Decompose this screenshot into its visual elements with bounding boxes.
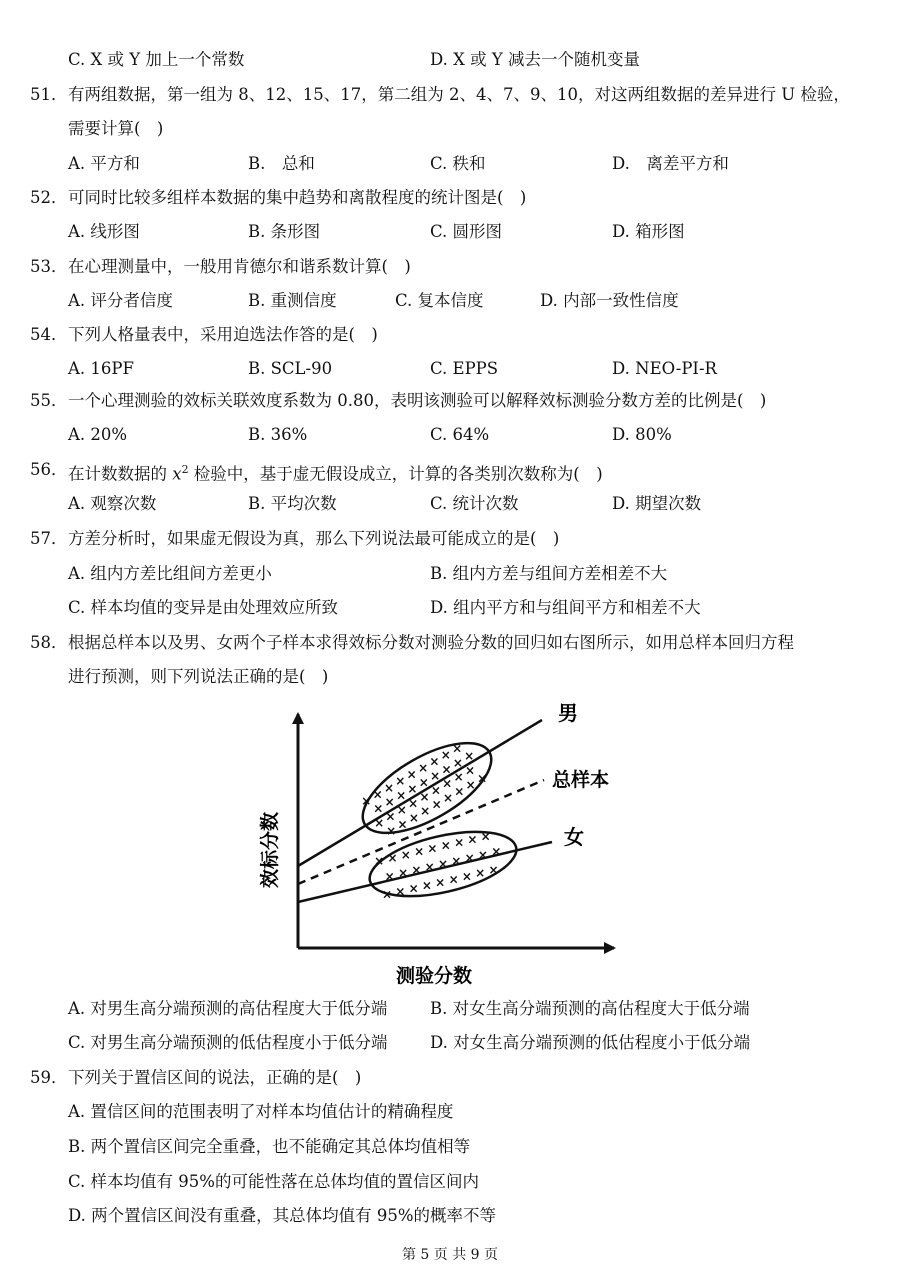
female-data-point: × (374, 853, 385, 868)
male-data-point: × (464, 749, 475, 764)
q56-option-d: D. 期望次数 (612, 494, 702, 513)
male-data-point: × (430, 768, 441, 783)
female-data-point: × (395, 884, 406, 899)
q51-option-c: C. 秩和 (430, 154, 486, 173)
q58-text-line2: 进行预测，则下列说法正确的是( ) (68, 667, 329, 686)
male-data-point: × (408, 796, 419, 811)
q55-option-d: D. 80% (612, 425, 672, 444)
q56-chi-exp: 2 (181, 463, 189, 476)
q57-option-d: D. 组内平方和与组间平方和相差不大 (430, 598, 701, 617)
q53-number: 53． (30, 257, 68, 276)
q54-option-b: B. SCL-90 (248, 359, 333, 378)
male-data-point: × (453, 770, 464, 785)
male-data-point: × (418, 775, 429, 790)
q56-text (68, 458, 603, 487)
q55-option-b: B. 36% (248, 425, 308, 444)
female-data-point: × (387, 850, 398, 865)
male-data-point: × (386, 823, 397, 838)
q59-option-c: C. 样本均值有 95%的可能性落在总体均值的置信区间内 (68, 1172, 479, 1191)
male-data-point: × (385, 809, 396, 824)
female-data-point: × (454, 835, 465, 850)
male-data-point: × (361, 793, 372, 808)
q58-option-c: C. 对男生高分端预测的低估程度小于低分端 (68, 1033, 388, 1052)
q58-number: 58． (30, 633, 68, 652)
q54-option-a: A. 16PF (68, 359, 134, 378)
male-data-point: × (440, 748, 451, 762)
q55-option-a: A. 20% (68, 425, 128, 444)
q59-option-b: B. 两个置信区间完全重叠，也不能确定其总体均值相等 (68, 1137, 471, 1156)
q52-text: 可同时比较多组样本数据的集中趋势和离散程度的统计图是( ) (68, 188, 527, 207)
male-data-point: × (430, 783, 441, 798)
female-data-point: × (475, 866, 486, 881)
male-data-point: × (429, 754, 440, 769)
y-axis-label: 效标分数 (259, 811, 281, 888)
q56-text-post: 检验中，基于虚无假设成立，计算的各类别次数称为( ) (188, 464, 603, 484)
q59-option-a: A. 置信区间的范围表明了对样本均值估计的精确程度 (68, 1102, 454, 1121)
q50-option-d: D. X 或 Y 减去一个随机变量 (430, 50, 641, 69)
male-data-point: × (477, 771, 488, 786)
female-data-point: × (440, 838, 451, 853)
q54-option-c: C. EPPS (430, 359, 499, 378)
q59-text: 下列关于置信区间的说法，正确的是( ) (68, 1068, 362, 1087)
male-data-point: × (441, 762, 452, 777)
q51-option-a: A. 平方和 (68, 154, 140, 173)
male-data-point: × (396, 802, 407, 817)
male-data-point: × (419, 789, 430, 804)
male-data-point: × (397, 817, 408, 832)
q53-option-d: D. 内部一致性信度 (540, 291, 679, 310)
male-data-point: × (452, 755, 463, 770)
q51-number: 51． (30, 85, 68, 104)
male-data-point: × (454, 784, 465, 799)
q52-option-a: A. 线形图 (68, 222, 140, 241)
q55-number: 55． (30, 391, 68, 410)
male-data-point: × (383, 780, 395, 795)
male-data-point: × (464, 763, 476, 778)
q53-option-c: C. 复本信度 (395, 291, 484, 310)
male-data-point: × (406, 767, 417, 782)
q54-number: 54． (30, 325, 68, 344)
q57-number: 57． (30, 529, 68, 548)
male-data-point: × (452, 741, 463, 756)
q56-option-a: A. 观察次数 (68, 494, 157, 513)
q54-text: 下列人格量表中，采用迫选法作答的是( ) (68, 325, 378, 344)
q59-number: 59． (30, 1068, 68, 1087)
female-data-point: × (477, 847, 488, 862)
q53-text: 在心理测量中，一般用肯德尔和谐系数计算( ) (68, 257, 411, 276)
q51-option-b: B. 总和 (248, 154, 315, 173)
female-data-point: × (381, 887, 393, 902)
male-data-point: × (395, 774, 406, 789)
q51-option-d: D. 离差平方和 (612, 154, 729, 173)
q56-text-pre: 在计数数据的 (68, 464, 173, 484)
female-data-point: × (384, 869, 395, 884)
female-data-point: × (427, 841, 438, 856)
male-data-point: × (442, 776, 453, 791)
page-footer: 第 5 页 共 9 页 (401, 1247, 499, 1263)
q52-option-b: B. 条形图 (248, 222, 321, 241)
label-female: 女 (564, 825, 584, 849)
female-data-point: × (424, 860, 435, 875)
male-data-point: × (442, 791, 454, 806)
q57-option-b: B. 组内方差与组间方差相差不大 (430, 564, 668, 583)
q51-text-line2: 需要计算( ) (68, 119, 164, 138)
q54-option-d: D. NEO-PI-R (612, 359, 717, 378)
q56-option-b: B. 平均次数 (248, 494, 337, 513)
q57-option-a: A. 组内方差比组间方差更小 (68, 564, 272, 583)
female-data-point: × (411, 863, 422, 878)
female-data-point: × (448, 872, 459, 887)
q55-text: 一个心理测验的效标关联效度系数为 0.80，表明该测验可以解释效标测验分数方差的比例是( ) (68, 391, 767, 410)
q52-option-c: C. 圆形图 (430, 222, 503, 241)
x-axis-label: 测验分数 (396, 965, 473, 987)
female-data-point: × (464, 850, 475, 865)
male-data-point: × (384, 795, 395, 810)
q55-option-c: C. 64% (430, 425, 490, 444)
male-data-point: × (374, 816, 385, 831)
q58-text-line1: 根据总样本以及男、女两个子样本求得效标分数对测验分数的回归如右图所示，如用总样本回归方程 (68, 633, 794, 652)
q50-option-c: C. X 或 Y 加上一个常数 (68, 50, 245, 69)
q58-option-b: B. 对女生高分端预测的高估程度大于低分端 (430, 999, 750, 1018)
q59-option-d: D. 两个置信区间没有重叠，其总体均值有 95%的概率不等 (68, 1206, 497, 1225)
female-data-point: × (461, 869, 472, 884)
label-male: 男 (558, 701, 578, 725)
q52-option-d: D. 箱形图 (612, 222, 685, 241)
female-data-point: × (491, 844, 502, 859)
q52-number: 52． (30, 188, 68, 207)
label-total-sample: 总样本 (552, 769, 610, 791)
female-data-point: × (408, 881, 419, 896)
q56-number: 56． (30, 460, 68, 479)
female-data-point: × (398, 866, 409, 881)
female-data-point: × (421, 878, 432, 893)
male-data-point: × (372, 787, 383, 802)
female-data-point: × (437, 857, 449, 871)
male-data-point: × (418, 761, 429, 776)
female-data-points (374, 829, 501, 901)
female-data-point: × (480, 829, 491, 844)
male-data-point: × (420, 804, 431, 819)
male-data-point: × (408, 810, 419, 825)
female-data-point: × (414, 844, 425, 859)
regression-figure (259, 700, 642, 990)
q58-option-d: D. 对女生高分端预测的低估程度小于低分端 (430, 1033, 751, 1052)
male-data-point: × (373, 801, 384, 816)
female-data-point: × (488, 863, 499, 878)
q53-option-b: B. 重测信度 (248, 291, 337, 310)
q56-chi-var: x (172, 464, 182, 484)
q51-text-line1: 有两组数据，第一组为 8、12、15、17，第二组为 2、4、7、9、10，对这两组数据的差异进行 U 检验， (68, 85, 850, 104)
female-data-point: × (467, 832, 478, 847)
q58-option-a: A. 对男生高分端预测的高估程度大于低分端 (68, 999, 388, 1018)
female-data-point: × (451, 853, 462, 868)
male-data-point: × (396, 788, 407, 803)
female-data-point: × (400, 847, 411, 862)
male-data-point: × (431, 797, 442, 812)
male-data-point: × (465, 778, 476, 792)
male-data-point: × (407, 782, 418, 796)
female-data-point: × (435, 875, 446, 890)
q53-option-a: A. 评分者信度 (68, 291, 173, 310)
q57-text: 方差分析时，如果虚无假设为真，那么下列说法最可能成立的是( ) (68, 529, 560, 548)
q57-option-c: C. 样本均值的变异是由处理效应所致 (68, 598, 339, 617)
q56-option-c: C. 统计次数 (430, 494, 519, 513)
